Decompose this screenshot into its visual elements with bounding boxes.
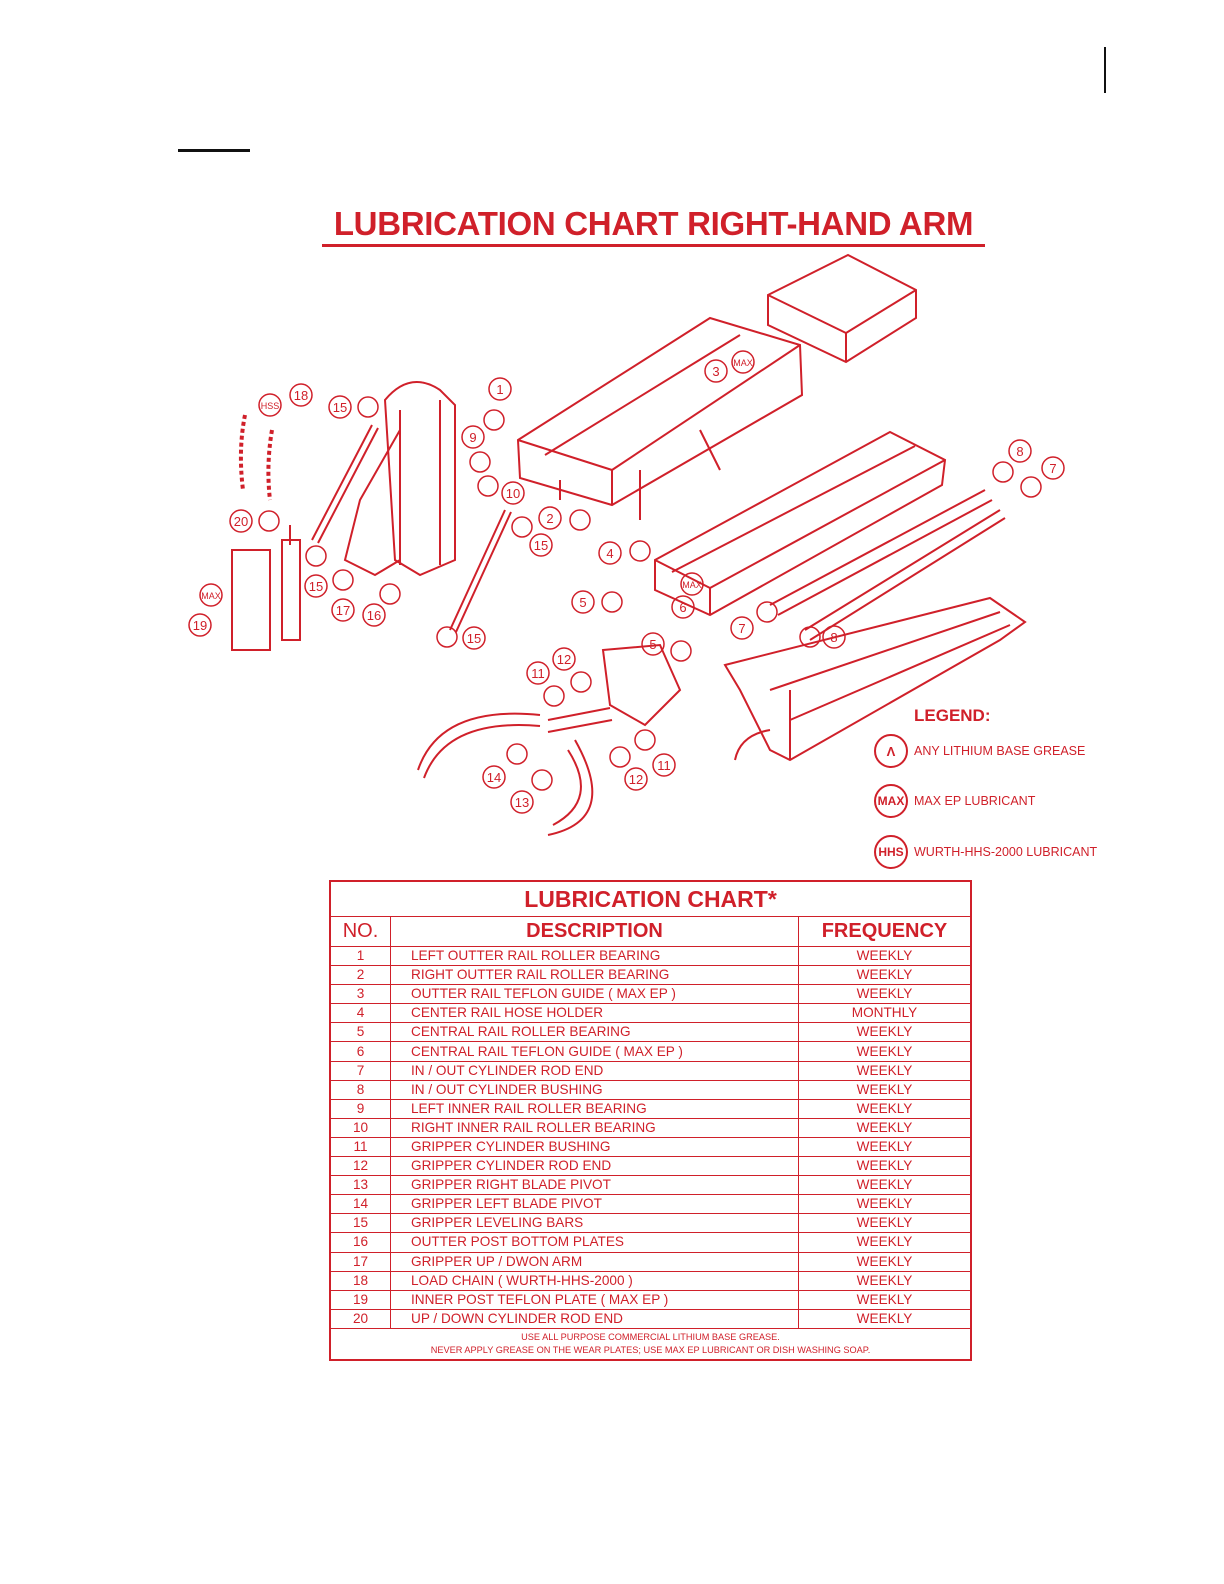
table-notes [330, 1328, 971, 1360]
callout-20 [230, 510, 252, 532]
row-number: 10 [330, 1118, 391, 1137]
table-row [330, 1061, 971, 1080]
in-out-cylinder [770, 490, 1005, 640]
cover-box [768, 255, 916, 362]
grease-symbols [259, 397, 1041, 790]
hss-symbol-18 [259, 394, 281, 416]
row-number: 6 [330, 1042, 391, 1061]
svg-text:4: 4 [606, 546, 614, 561]
row-description: GRIPPER CYLINDER BUSHING [391, 1137, 799, 1156]
callout-5a [572, 591, 594, 613]
svg-text:8: 8 [1016, 444, 1024, 459]
up-down-cylinder [232, 525, 300, 650]
svg-text:13: 13 [514, 795, 530, 810]
svg-text:5: 5 [579, 595, 587, 610]
table-row [330, 1118, 971, 1137]
callout-3 [705, 360, 727, 382]
row-frequency: WEEKLY [799, 1137, 972, 1156]
row-description: RIGHT OUTTER RAIL ROLLER BEARING [391, 966, 799, 985]
header-frequency: FREQUENCY [799, 917, 972, 947]
svg-text:MAX: MAX [682, 580, 702, 590]
legend-item-label: WURTH-HHS-2000 LUBRICANT [914, 845, 1098, 859]
row-number: 18 [330, 1271, 391, 1290]
svg-text:7: 7 [738, 621, 746, 636]
row-number: 14 [330, 1195, 391, 1214]
row-number: 2 [330, 966, 391, 985]
header-no: NO. [330, 917, 391, 947]
row-number: 9 [330, 1099, 391, 1118]
note-line: USE ALL PURPOSE COMMERCIAL LITHIUM BASE GREASE. [521, 1331, 780, 1342]
table-row [330, 1099, 971, 1118]
callout-19 [189, 614, 211, 636]
callout-7b [731, 617, 753, 639]
table-row [330, 1214, 971, 1233]
svg-text:3: 3 [712, 364, 720, 379]
svg-text:15: 15 [466, 631, 482, 646]
row-frequency: WEEKLY [799, 985, 972, 1004]
row-number: 8 [330, 1080, 391, 1099]
callout-14 [483, 766, 505, 788]
svg-text:HSS: HSS [260, 401, 280, 411]
row-description: LEFT INNER RAIL ROLLER BEARING [391, 1099, 799, 1118]
max-symbol-6 [681, 573, 703, 595]
row-number: 7 [330, 1061, 391, 1080]
row-frequency: WEEKLY [799, 966, 972, 985]
row-number: 1 [330, 947, 391, 966]
row-frequency: WEEKLY [799, 1080, 972, 1099]
hhs-icon: HHS [874, 835, 908, 869]
table-header-row [330, 917, 971, 947]
svg-text:19: 19 [192, 618, 208, 633]
table-row [330, 985, 971, 1004]
svg-text:8: 8 [830, 630, 838, 645]
row-number: 13 [330, 1176, 391, 1195]
table-title: LUBRICATION CHART* [330, 881, 971, 917]
row-number: 19 [330, 1290, 391, 1309]
callout-1 [489, 378, 511, 400]
row-description: LEFT OUTTER RAIL ROLLER BEARING [391, 947, 799, 966]
svg-text:6: 6 [679, 600, 687, 615]
row-description: INNER POST TEFLON PLATE ( MAX EP ) [391, 1290, 799, 1309]
svg-text:12: 12 [556, 652, 572, 667]
row-frequency: MONTHLY [799, 1004, 972, 1023]
row-description: GRIPPER RIGHT BLADE PIVOT [391, 1176, 799, 1195]
table-row [330, 1137, 971, 1156]
row-description: CENTRAL RAIL TEFLON GUIDE ( MAX EP ) [391, 1042, 799, 1061]
outer-rail [518, 318, 802, 520]
svg-text:11: 11 [531, 666, 545, 681]
svg-text:20: 20 [233, 514, 249, 529]
row-frequency: WEEKLY [799, 1118, 972, 1137]
row-description: CENTRAL RAIL ROLLER BEARING [391, 1023, 799, 1042]
post-assembly [345, 382, 455, 575]
legend-item-label: MAX EP LUBRICANT [914, 794, 1036, 808]
row-frequency: WEEKLY [799, 1099, 972, 1118]
legend-item-label: ANY LITHIUM BASE GREASE [914, 744, 1086, 758]
max-symbol-3 [732, 351, 754, 373]
load-chain [241, 415, 272, 500]
svg-text:10: 10 [505, 486, 521, 501]
svg-text:5: 5 [649, 637, 657, 652]
lithium-grease-icon: Λ [874, 734, 908, 768]
svg-text:MAX: MAX [733, 358, 753, 368]
max-ep-icon: MAX [874, 784, 908, 818]
row-number: 15 [330, 1214, 391, 1233]
row-frequency: WEEKLY [799, 1042, 972, 1061]
callout-12b [625, 768, 647, 790]
table-row [330, 1309, 971, 1328]
row-frequency: WEEKLY [799, 1195, 972, 1214]
svg-text:7: 7 [1049, 461, 1057, 476]
svg-text:17: 17 [335, 603, 351, 618]
legend-item-grease [874, 734, 1085, 768]
callout-7a [1042, 457, 1064, 479]
svg-text:2: 2 [546, 511, 554, 526]
callout-12a [553, 648, 575, 670]
row-description: LOAD CHAIN ( WURTH-HHS-2000 ) [391, 1271, 799, 1290]
svg-text:1: 1 [496, 382, 504, 397]
svg-text:15: 15 [308, 579, 324, 594]
table-row [330, 1004, 971, 1023]
row-frequency: WEEKLY [799, 1061, 972, 1080]
callout-8b [823, 626, 845, 648]
svg-text:15: 15 [332, 400, 348, 415]
row-frequency: WEEKLY [799, 1214, 972, 1233]
table-row [330, 1042, 971, 1061]
row-frequency: WEEKLY [799, 947, 972, 966]
row-frequency: WEEKLY [799, 1233, 972, 1252]
max-symbol-19 [200, 584, 222, 606]
table-row [330, 1195, 971, 1214]
row-number: 20 [330, 1309, 391, 1328]
row-frequency: WEEKLY [799, 1176, 972, 1195]
row-description: CENTER RAIL HOSE HOLDER [391, 1004, 799, 1023]
callout-13 [511, 791, 533, 813]
callout-15d [463, 627, 485, 649]
header-description: DESCRIPTION [391, 917, 799, 947]
callout-11a [527, 662, 549, 684]
svg-text:11: 11 [657, 758, 671, 773]
row-number: 5 [330, 1023, 391, 1042]
row-description: IN / OUT CYLINDER BUSHING [391, 1080, 799, 1099]
table-row [330, 1290, 971, 1309]
leveling-bars [312, 425, 511, 632]
callout-8a [1009, 440, 1031, 462]
callout-16 [363, 604, 385, 626]
svg-text:12: 12 [628, 772, 644, 787]
svg-text:15: 15 [533, 538, 549, 553]
callout-17 [332, 599, 354, 621]
table-row [330, 1157, 971, 1176]
callout-5b [642, 633, 664, 655]
row-number: 3 [330, 985, 391, 1004]
callout-11b [653, 754, 675, 776]
row-description: UP / DOWN CYLINDER ROD END [391, 1309, 799, 1328]
callout-15a [329, 396, 351, 418]
row-number: 16 [330, 1233, 391, 1252]
row-number: 17 [330, 1252, 391, 1271]
row-description: OUTTER RAIL TEFLON GUIDE ( MAX EP ) [391, 985, 799, 1004]
table-row [330, 1233, 971, 1252]
page-title: LUBRICATION CHART RIGHT-HAND ARM [322, 205, 985, 247]
callout-2 [539, 507, 561, 529]
table-row [330, 1176, 971, 1195]
row-description: IN / OUT CYLINDER ROD END [391, 1061, 799, 1080]
row-description: RIGHT INNER RAIL ROLLER BEARING [391, 1118, 799, 1137]
svg-text:14: 14 [486, 770, 502, 785]
table-row [330, 1252, 971, 1271]
table-row [330, 1080, 971, 1099]
legend-item-max [874, 784, 1035, 818]
row-frequency: WEEKLY [799, 1290, 972, 1309]
row-number: 4 [330, 1004, 391, 1023]
row-frequency: WEEKLY [799, 1157, 972, 1176]
table-row [330, 966, 971, 985]
svg-text:MAX: MAX [201, 591, 221, 601]
callout-18 [290, 384, 312, 406]
svg-text:18: 18 [293, 388, 309, 403]
row-number: 11 [330, 1137, 391, 1156]
row-description: GRIPPER LEFT BLADE PIVOT [391, 1195, 799, 1214]
row-frequency: WEEKLY [799, 1309, 972, 1328]
lubrication-table [329, 880, 972, 1361]
table-row [330, 1271, 971, 1290]
row-number: 12 [330, 1157, 391, 1176]
callout-15c [305, 575, 327, 597]
svg-text:9: 9 [469, 430, 477, 445]
row-frequency: WEEKLY [799, 1252, 972, 1271]
callout-4 [599, 542, 621, 564]
row-frequency: WEEKLY [799, 1271, 972, 1290]
row-description: OUTTER POST BOTTOM PLATES [391, 1233, 799, 1252]
table-row [330, 1023, 971, 1042]
row-description: GRIPPER UP / DWON ARM [391, 1252, 799, 1271]
table-row [330, 947, 971, 966]
row-description: GRIPPER CYLINDER ROD END [391, 1157, 799, 1176]
row-frequency: WEEKLY [799, 1023, 972, 1042]
callout-9 [462, 426, 484, 448]
svg-text:16: 16 [366, 608, 382, 623]
legend-title: LEGEND: [914, 706, 991, 725]
callout-10 [502, 482, 524, 504]
callout-15b [530, 534, 552, 556]
legend-item-hhs [874, 835, 1097, 869]
row-description: GRIPPER LEVELING BARS [391, 1214, 799, 1233]
note-line: NEVER APPLY GREASE ON THE WEAR PLATES; USE MAX EP LUBRICANT OR DISH WASHING SOAP. [430, 1344, 871, 1355]
